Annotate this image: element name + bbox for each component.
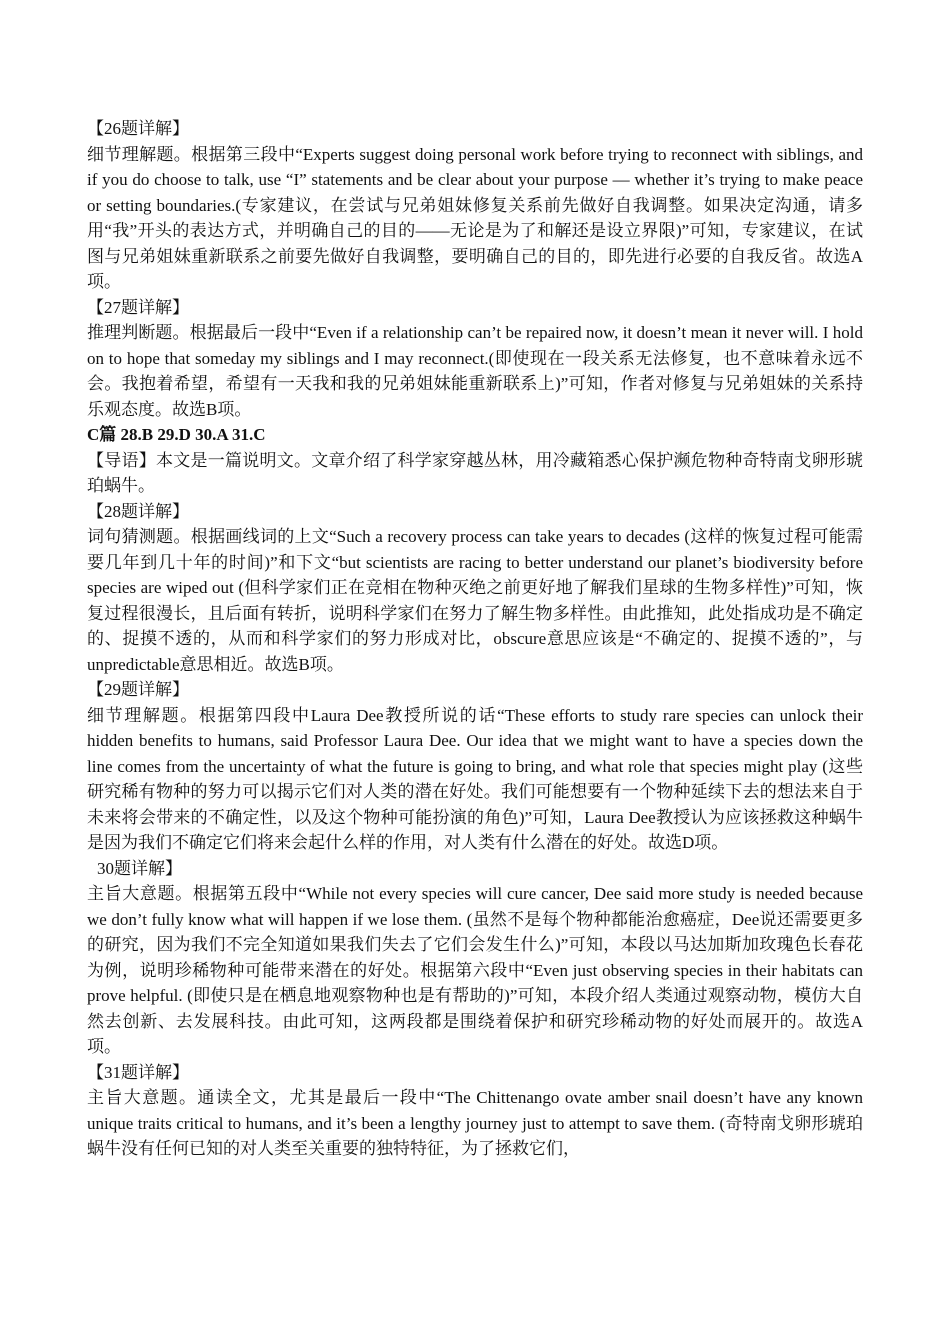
q29-explanation: 细节理解题。根据第四段中Laura Dee教授所说的话“These efforts to study rare species can unlock their hidden benefits to humans, said Professor Laura Dee. Our idea that we might want to have a species down the line comes from the uncertainty of what the future is going to bring, and what role that species might play (这些研究稀有物种的努力可以揭示它们对人类的潜在好处。我们可能想要有一个物种延续下去的想法来自于未来将会带来的不确定性，以及这个物种可能扮演的角色)”可知，Laura Dee教授认为应该拯救这种蜗牛是因为我们不确定它们将来会起什么样的作用，对人类有什么潜在的好处。故选D项。 (87, 705, 863, 852)
q31-explanation: 主旨大意题。通读全文，尤其是最后一段中“The Chittenango ovate amber snail doesn’t have any known unique traits critical to humans, and it’s been a lengthy journey just to attempt to save them. (奇特南戈卵形琥珀蜗牛没有任何已知的对人类至关重要的独特特征，为了拯救它们， (87, 1088, 863, 1158)
passage-c-intro: 【导语】本文是一篇说明文。文章介绍了科学家穿越丛林，用冷藏箱悉心保护濒危物种奇特南戈卵形琥珀蜗牛。 (87, 450, 863, 495)
q31-heading: 【31题详解】 (87, 1062, 189, 1082)
q27-heading: 【27题详解】 (87, 297, 189, 317)
q30-explanation: 主旨大意题。根据第五段中“While not every species will cure cancer, Dee said more study is needed because we don’t fully know what will happen if we lose them. (虽然不是每个物种都能治愈癌症，Dee说还需要更多的研究，因为我们不完全知道如果我们失去了它们会发生什么)”可知，本段以马达加斯加玫瑰色长春花为例，说明珍稀物种可能带来潜在的好处。根据第六段中“Even just observing species in their habitats can prove helpful. (即使只是在栖息地观察物种也是有帮助的)”可知，本段介绍人类通过观察动物，模仿大自然去创新、去发展科技。由此可知，这两段都是围绕着保护和研究珍稀动物的好处而展开的。故选A项。 (87, 884, 863, 1056)
q26-explanation: 细节理解题。根据第三段中“Experts suggest doing personal work before trying to reconnect with siblings, and if you do choose to talk, use “I” statements and be clear about your purpose — whether it’s trying to make peace or setting boundaries.(专家建议，在尝试与兄弟姐妹修复关系前先做好自我调整。如果决定沟通，请多用“我”开头的表达方式，并明确自己的目的——无论是为了和解还是设立界限)”可知，专家建议，在试图与兄弟姐妹重新联系之前要先做好自我调整，要明确自己的目的，即先进行必要的自我反省。故选A项。 (87, 144, 863, 291)
q26-heading: 【26题详解】 (87, 119, 189, 138)
q27-explanation: 推理判断题。根据最后一段中“Even if a relationship can’t be repaired now, it doesn’t mean it never will. I hold on to hope that someday my siblings and I may reconnect.(即使现在一段关系无法修复，也不意味着永远不会。我抱着希望，希望有一天我和我的兄弟姐妹能重新联系上)”可知，作者对修复与兄弟姐妹的关系持乐观态度。故选B项。 (87, 323, 863, 419)
q29-heading: 【29题详解】 (87, 680, 189, 699)
q30-heading: 30题详解】 (97, 858, 182, 878)
q28-heading: 【28题详解】 (87, 501, 189, 521)
document-body (87, 116, 863, 1162)
passage-c-answers: C篇 28.B 29.D 30.A 31.C (87, 425, 266, 444)
q28-explanation: 词句猜测题。根据画线词的上文“Such a recovery process can take years to decades (这样的恢复过程可能需要几年到几十年的时间)”和下文“but scientists are racing to better understand our planet’s biodiversity before species are wiped out (但科学家们正在竞相在物种灭绝之前更好地了解我们星球的生物多样性)”可知，恢复过程很漫长，且后面有转折，说明科学家们在努力了解生物多样性。由此推知，此处指成功是不确定的、捉摸不透的，从而和科学家们的努力形成对比，obscure意思应该是“不确定的、捉摸不透的”，与unpredictable意思相近。故选B项。 (87, 527, 863, 674)
